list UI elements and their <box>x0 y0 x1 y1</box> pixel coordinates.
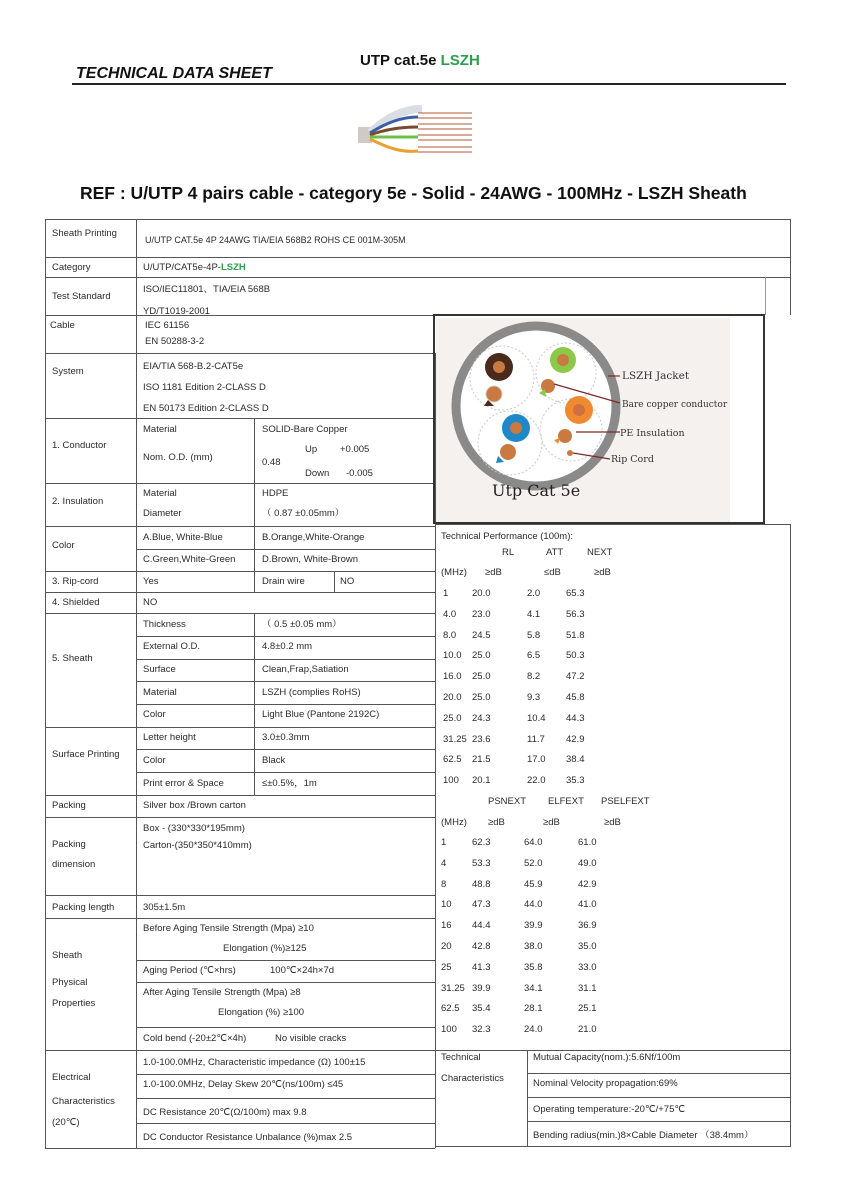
table2-cell: 33.0 <box>578 961 597 973</box>
label-lszh-jacket: LSZH Jacket <box>622 370 690 382</box>
table1-cell: 45.8 <box>566 692 585 703</box>
table2-cell: 42.8 <box>472 941 491 952</box>
copper-core <box>573 404 585 416</box>
table2-cell: 41.3 <box>472 961 491 973</box>
system-line2: ISO 1181 Edition 2-CLASS D <box>143 382 266 393</box>
sheath-label: 5. Sheath <box>52 653 93 664</box>
ref-title: REF : U/UTP 4 pairs cable - category 5e - Solid - 24AWG - 100MHz - LSZH Sheath <box>80 183 747 203</box>
table2-cell: 10 <box>441 899 452 911</box>
sheath-surface-value: Clean,Frap,Satiation <box>262 664 349 675</box>
copper-core <box>493 361 505 373</box>
table1-cell: 10.0 <box>443 650 462 662</box>
cable-line1: IEC 61156 <box>145 320 190 331</box>
packing-dimension-label-1: Packing <box>52 839 86 850</box>
sheath-color-label: Color <box>143 709 166 720</box>
table1-cell: 25.0 <box>472 650 491 662</box>
aging-period-value: 100℃×24h×7d <box>270 965 335 976</box>
label-rip-cord: Rip Cord <box>611 454 654 465</box>
table1-cell: 2.0 <box>527 588 541 599</box>
category-value-accent: LSZH <box>220 262 246 273</box>
table2-cell: 39.9 <box>472 982 491 994</box>
table1-cell: 23.6 <box>472 733 491 745</box>
nominal-velocity: Nominal Velocity propagation:69% <box>533 1078 678 1089</box>
table2-unit: ≥dB <box>604 817 621 828</box>
conductor-material-label: Material <box>143 424 177 435</box>
system-line3: EN 50173 Edition 2-CLASS D <box>143 403 269 414</box>
product-title-text: UTP cat.5e <box>360 52 441 69</box>
table2-cell: 25 <box>441 961 452 973</box>
before-aging: Before Aging Tensile Strength (Mpa) ≥10 <box>143 923 314 934</box>
table1-cell: 17.0 <box>527 754 546 766</box>
conductor-od-label: Nom. O.D. (mm) <box>143 452 213 463</box>
table1-cell: 11.7 <box>527 733 545 745</box>
table2-cell: 24.0 <box>524 1024 543 1036</box>
table1-cell: 6.5 <box>527 650 541 662</box>
table2-header: PSELFEXT <box>601 796 650 807</box>
copper-core <box>557 354 569 366</box>
electrical-label-1: Electrical <box>52 1072 91 1083</box>
drain-wire-label: Drain wire <box>262 576 305 587</box>
table1-cell: 16.0 <box>443 671 462 683</box>
dc-unbalance: DC Conductor Resistance Unbalance (%)max 2.5 <box>143 1132 353 1143</box>
technical-label-1: Technical <box>441 1052 481 1063</box>
packing-length-value: 305±1.5m <box>143 902 186 913</box>
table1-cell: 50.3 <box>566 650 585 662</box>
table1-cell: 8.2 <box>527 671 541 683</box>
table2-cell: 21.0 <box>578 1024 597 1036</box>
table1-cell: 31.25 <box>443 733 467 745</box>
table2-cell: 35.8 <box>524 961 543 973</box>
mutual-capacity: Mutual Capacity(nom.):5.6Nf/100m <box>533 1052 681 1063</box>
color-pair-a: A.Blue, White-Blue <box>143 532 223 543</box>
table1-cell: 22.0 <box>527 775 546 787</box>
sheath-physical-label-1: Sheath <box>52 950 83 961</box>
table2-cell: 25.1 <box>578 1003 597 1015</box>
packing-dimension-label-2: dimension <box>52 859 96 870</box>
table1-header: ATT <box>546 547 564 558</box>
table2-cell: 39.9 <box>524 920 543 932</box>
surface-printing-label: Surface Printing <box>52 749 120 760</box>
table1-unit: ≥dB <box>594 567 611 578</box>
performance-title: Technical Performance (100m): <box>441 531 573 542</box>
cross-section-svg <box>436 318 730 522</box>
conductor-material-value: SOLID-Bare Copper <box>262 424 348 435</box>
table2-cell: 47.3 <box>472 899 491 911</box>
table1-unit: ≥dB <box>485 567 502 578</box>
cable-label: Cable <box>50 320 75 331</box>
table2-unit: ≥dB <box>543 817 560 828</box>
cable-line2: EN 50288-3-2 <box>145 336 205 347</box>
table1-cell: 25.0 <box>443 712 462 724</box>
print-color-label: Color <box>143 755 166 766</box>
impedance: 1.0-100.0MHz, Characteristic impedance (Ω) 100±15 <box>143 1057 366 1068</box>
table2-cell: 61.0 <box>578 837 597 848</box>
table2-cell: 53.3 <box>472 857 491 869</box>
sheath-surface-label: Surface <box>143 664 176 675</box>
header-rule <box>72 83 786 85</box>
table2-header: PSNEXT <box>488 796 527 807</box>
category-value-text: U/UTP/CAT5e-4P- <box>143 262 221 273</box>
category-value <box>143 263 246 273</box>
table2-cell: 31.25 <box>441 982 465 994</box>
ripcord-value: Yes <box>143 576 159 587</box>
table1-header: RL <box>502 547 515 558</box>
packing-value: Silver box /Brown carton <box>143 800 246 811</box>
table1-cell: 47.2 <box>566 671 585 683</box>
aging-period-label: Aging Period (℃×hrs) <box>143 965 236 976</box>
white-orange-wire <box>558 429 572 443</box>
drain-wire-value: NO <box>340 576 355 587</box>
conductor-up-value: +0.005 <box>340 444 370 455</box>
diagram-caption: Utp Cat 5e <box>492 481 581 500</box>
table2-cell: 52.0 <box>524 857 543 869</box>
table2-cell: 31.1 <box>578 982 597 994</box>
electrical-label-2: Characteristics <box>52 1096 115 1107</box>
table2-cell: 62.3 <box>472 837 491 848</box>
operating-temperature: Operating temperature:-20℃/+75℃ <box>533 1104 686 1115</box>
table2-cell: 42.9 <box>578 878 597 890</box>
system-label: System <box>52 366 84 377</box>
table1-cell: 65.3 <box>566 588 585 599</box>
table1-cell: 38.4 <box>566 754 585 766</box>
table1-cell: 24.3 <box>472 712 491 724</box>
white-blue-wire <box>500 444 516 460</box>
label-bare-copper: Bare copper conductor <box>622 400 728 410</box>
insulation-material-value: HDPE <box>262 488 289 499</box>
table1-cell: 62.5 <box>443 754 462 766</box>
before-aging-elongation: Elongation (%)≥125 <box>223 943 307 954</box>
table1-cell: 23.0 <box>472 608 491 620</box>
insulation-diameter-value: （ 0.87 ±0.05mm） <box>262 508 345 519</box>
table2-cell: 64.0 <box>524 837 543 848</box>
color-pair-c: C.Green,White-Green <box>143 554 236 565</box>
table1-cell: 25.0 <box>472 692 491 703</box>
table2-cell: 62.5 <box>441 1003 460 1015</box>
table2-unit: ≥dB <box>488 817 505 828</box>
packing-carton: Carton-(350*350*410mm) <box>143 840 252 851</box>
packing-length-label: Packing length <box>52 902 115 913</box>
table1-cell: 24.5 <box>472 629 491 641</box>
test-standard-label: Test Standard <box>52 291 111 302</box>
sheath-material-label: Material <box>143 687 177 698</box>
sheath-color-value: Light Blue (Pantone 2192C) <box>262 709 380 720</box>
sheath-printing-value: U/UTP CAT.5e 4P 24AWG TIA/EIA 568B2 ROHS CE 001M-305M <box>145 235 406 245</box>
table1-cell: 1 <box>443 588 449 599</box>
table1-cell: 8.0 <box>443 629 457 641</box>
delay-skew: 1.0-100.0MHz, Delay Skew 20℃(ns/100m) ≤45 <box>143 1079 344 1090</box>
table1-cell: 42.9 <box>566 733 585 745</box>
after-aging: After Aging Tensile Strength (Mpa) ≥8 <box>143 987 301 998</box>
table2-cell: 1 <box>441 837 447 848</box>
table1-cell: 100 <box>443 775 459 787</box>
table2-cell: 45.9 <box>524 878 543 890</box>
print-error-label: Print error & Space <box>143 778 224 789</box>
insulation-diameter-label: Diameter <box>143 508 182 519</box>
table2-header: ELFEXT <box>548 796 584 807</box>
sheath-printing-label: Sheath Printing <box>52 228 117 239</box>
table1-cell: 35.3 <box>566 775 585 787</box>
product-title <box>360 52 480 69</box>
label-pe-insulation: PE Insulation <box>620 428 685 439</box>
dc-resistance: DC Resistance 20℃(Ω/100m) max 9.8 <box>143 1107 307 1118</box>
cable-photo <box>356 103 486 163</box>
ripcord-label: 3. Rip-cord <box>52 576 99 587</box>
wire-orange <box>370 139 418 151</box>
table2-cell: 49.0 <box>578 857 597 869</box>
table2-cell: 32.3 <box>472 1024 491 1036</box>
table1-unit: ≤dB <box>544 567 561 578</box>
table1-cell: 9.3 <box>527 692 541 703</box>
sheath-od-value: 4.8±0.2 mm <box>262 641 313 652</box>
rip-cord <box>567 450 573 456</box>
table2-cell: 44.4 <box>472 920 491 932</box>
copper-conductors <box>418 113 472 152</box>
copper-core <box>510 422 522 434</box>
cold-bend-label: Cold bend (-20±2℃×4h) <box>143 1033 247 1044</box>
table2-cell: 35.4 <box>472 1003 491 1015</box>
test-standard-line2: YD/T1019-2001 <box>143 306 211 317</box>
conductor-down-label: Down <box>305 468 330 479</box>
cross-section-diagram <box>436 318 730 522</box>
table2-cell: 16 <box>441 920 452 932</box>
table2-cell: 28.1 <box>524 1003 543 1015</box>
sheet-title: TECHNICAL DATA SHEET <box>76 65 272 82</box>
shielded-label: 4. Shielded <box>52 597 100 608</box>
table1-cell: 20.0 <box>472 588 491 599</box>
table2-cell: 35.0 <box>578 941 597 952</box>
letter-height-label: Letter height <box>143 732 196 743</box>
white-brown-wire <box>486 386 502 402</box>
table1-cell: 56.3 <box>566 608 585 620</box>
table1-unit: (MHz) <box>441 567 467 578</box>
table1-cell: 5.8 <box>527 629 541 641</box>
table1-cell: 25.0 <box>472 671 491 683</box>
cold-bend-value: No visible cracks <box>275 1033 347 1044</box>
sheath-od-label: External O.D. <box>143 641 201 652</box>
table1-cell: 44.3 <box>566 712 585 724</box>
conductor-up-label: Up <box>305 444 318 455</box>
technical-label-2: Characteristics <box>441 1073 504 1084</box>
system-line1: EIA/TIA 568-B.2-CAT5e <box>143 361 244 372</box>
shielded-value: NO <box>143 597 158 608</box>
test-standard-line1: ISO/IEC11801、TIA/EIA 568B <box>143 284 271 295</box>
sheath-physical-label-3: Properties <box>52 998 96 1009</box>
table1-cell: 51.8 <box>566 629 585 641</box>
after-aging-elongation: Elongation (%) ≥100 <box>218 1007 305 1018</box>
table1-header: NEXT <box>587 547 613 558</box>
product-title-accent: LSZH <box>440 52 480 69</box>
sheath-material-value: LSZH (complies RoHS) <box>262 687 361 698</box>
conductor-od-value: 0.48 <box>262 457 281 468</box>
table2-unit: (MHz) <box>441 817 467 828</box>
sheath-thickness-value: （ 0.5 ±0.05 mm） <box>262 619 342 630</box>
color-label: Color <box>52 540 75 551</box>
color-pair-b: B.Orange,White-Orange <box>262 532 365 543</box>
category-label: Category <box>52 262 91 273</box>
print-color-value: Black <box>262 755 286 766</box>
insulation-material-label: Material <box>143 488 177 499</box>
conductor-label: 1. Conductor <box>52 440 107 451</box>
insulation-label: 2. Insulation <box>52 496 104 507</box>
conductor-down-value: -0.005 <box>346 468 373 479</box>
table2-cell: 48.8 <box>472 878 491 890</box>
table2-cell: 36.9 <box>578 920 597 932</box>
table2-cell: 20 <box>441 941 452 952</box>
table2-cell: 34.1 <box>524 982 543 994</box>
bending-radius: Bending radius(min.)8×Cable Diameter （38.4mm） <box>533 1130 754 1141</box>
color-pair-d: D.Brown, White-Brown <box>262 554 359 565</box>
table2-cell: 100 <box>441 1024 457 1036</box>
electrical-label-3: (20℃) <box>52 1117 80 1128</box>
table2-cell: 44.0 <box>524 899 543 911</box>
print-error-value: ≤±0.5%，1m <box>262 778 317 789</box>
table1-cell: 20.1 <box>472 775 491 787</box>
table1-cell: 4.1 <box>527 608 541 620</box>
table1-cell: 20.0 <box>443 692 462 703</box>
table2-cell: 4 <box>441 857 447 869</box>
sheath-thickness-label: Thickness <box>143 619 186 630</box>
table1-cell: 21.5 <box>472 754 491 766</box>
table2-cell: 41.0 <box>578 899 597 911</box>
letter-height-value: 3.0±0.3mm <box>262 732 310 743</box>
packing-box: Box - (330*330*195mm) <box>143 823 245 834</box>
table2-cell: 8 <box>441 878 447 890</box>
table1-cell: 10.4 <box>527 712 546 724</box>
table1-cell: 4.0 <box>443 608 457 620</box>
sheath-physical-label-2: Physical <box>52 977 88 988</box>
packing-label: Packing <box>52 800 86 811</box>
table2-cell: 38.0 <box>524 941 543 952</box>
